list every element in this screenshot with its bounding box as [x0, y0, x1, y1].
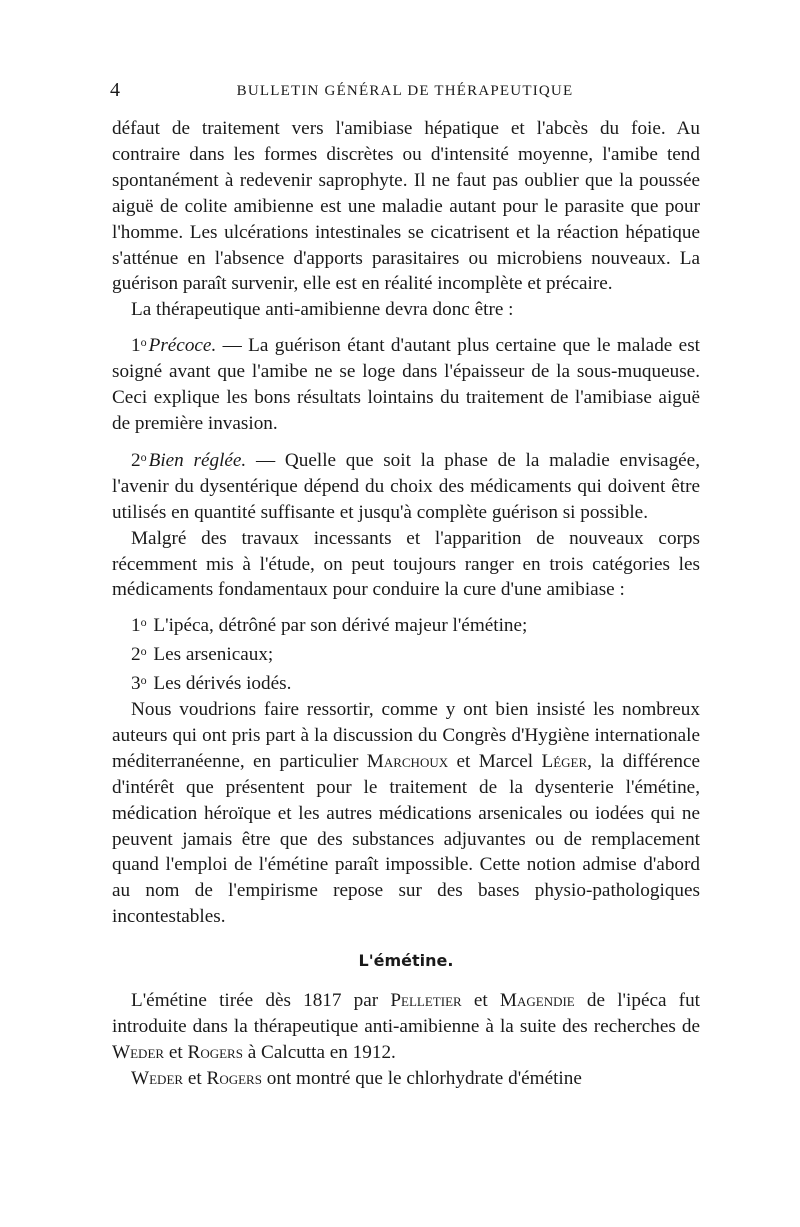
text-run: L'émétine tirée dès 1817 par: [131, 990, 391, 1012]
text-run: et Marcel: [448, 750, 542, 772]
section-title: L'émétine.: [358, 951, 454, 971]
category-text: L'ipéca, détrôné par son dérivé majeur l'émétine;: [148, 615, 528, 637]
category-ordinal: o: [140, 615, 147, 630]
page-header: [110, 78, 700, 102]
text-run: ont montré que le chlorhydrate d'émétine: [261, 1067, 582, 1089]
author-name: Weder: [131, 1067, 184, 1089]
category-number: 1: [131, 615, 141, 637]
item-number: 1: [131, 335, 141, 357]
item-label: Précoce.: [148, 335, 217, 357]
text-run: Nous voudrions faire ressortir, comme y ont bien insisté les nombreux auteurs qui ont pris part à la discussion du Congrès d'Hygiène internationale méditerranéenne, en particulier: [112, 699, 700, 772]
text-run: , la différence d'intérêt que présentent pour le traitement de la dysenterie l'émétine, médication héroïque et les autres médications arsenicales ou iodées qui ne peuvent jamais être que des substances adjuvantes ou de remplacement quand l'emploi de l'émétine paraît impossible. Cette notion admise d'abord au nom de l'empirisme repose sur des bases physio-pathologiques incontestables.: [112, 750, 700, 928]
category-iodes: [112, 668, 700, 697]
author-name: Léger: [541, 750, 588, 772]
text-run: et: [461, 990, 500, 1012]
paragraph-emetine-importance: [112, 697, 700, 930]
body-text: [112, 116, 700, 1092]
category-arsenicaux: [112, 639, 700, 668]
paragraph-categories: Malgré des travaux incessants et l'apparition de nouveaux corps récemment mis à l'étude, on peut toujours ranger en trois catégories les médicaments fondamentaux pour conduire la cure d'une amibiase :: [112, 527, 700, 601]
author-name: Pelletier: [390, 990, 462, 1012]
text-run: et: [164, 1042, 188, 1063]
running-title: BULLETIN GÉNÉRAL DE THÉRAPEUTIQUE: [236, 83, 574, 99]
paragraph-emetine-history: [112, 988, 700, 1066]
category-text: Les arsenicaux;: [148, 644, 274, 666]
list-item-bien-reglee: [112, 445, 700, 526]
text-run: et: [183, 1067, 207, 1089]
page-number: 4: [110, 79, 120, 101]
category-number: 3: [131, 673, 141, 695]
category-number: 2: [131, 644, 141, 666]
category-ordinal: o: [140, 644, 147, 659]
author-name: Rogers: [187, 1042, 243, 1063]
author-name: Rogers: [206, 1067, 262, 1089]
item-ordinal: o: [140, 449, 147, 464]
item-text: — Quelle que soit la phase de la maladie envisagée, l'avenir du dysentérique dépend du choix des médicaments qui doivent être utilisés en quantité suffisante et jusqu'à complète guérison si possible.: [112, 449, 700, 523]
item-label: Bien réglée.: [148, 449, 247, 471]
category-ordinal: o: [140, 673, 147, 688]
item-text: — La guérison étant d'autant plus certaine que le malade est soigné avant que l'amibe ne se loge dans l'épaisseur de la sous-muqueuse. Ceci explique les bons résultats lointains du traitement de l'amibiase aiguë de première invasion.: [112, 335, 700, 434]
text-run: de l'ipéca fut introduite dans la thérapeutique anti-amibienne à la suite des recherches de: [112, 990, 700, 1038]
category-ipeca: [112, 610, 700, 639]
text-run: à Calcutta en 1912.: [242, 1042, 396, 1063]
author-name: Marchoux: [366, 750, 449, 772]
item-number: 2: [131, 449, 141, 471]
item-ordinal: o: [140, 335, 147, 350]
author-name: Magendie: [499, 990, 575, 1012]
category-text: Les dérivés iodés.: [148, 673, 292, 695]
paragraph-amibiase-evolution: défaut de traitement vers l'amibiase hépatique et l'abcès du foie. Au contraire dans les formes discrètes ou d'intensité moyenne, l'amibe tend spontanément à redevenir saprophyte. Il ne faut pas oublier que la poussée aiguë de colite amibienne est une maladie autant pour le parasite que pour l'homme. Les ulcérations intestinales se cicatrisent et la réaction hépatique s'atténue en l'absence d'apports parasitaires ou microbiens nouveaux. La guérison paraît survenir, elle est en réalité incomplète et précaire.: [112, 118, 700, 295]
paragraph-therapy-intro: La thérapeutique anti-amibienne devra donc être :: [131, 299, 514, 321]
paragraph-chlorhydrate: [112, 1066, 700, 1092]
author-name: Weder: [112, 1042, 165, 1063]
list-item-precoce: [112, 330, 700, 437]
